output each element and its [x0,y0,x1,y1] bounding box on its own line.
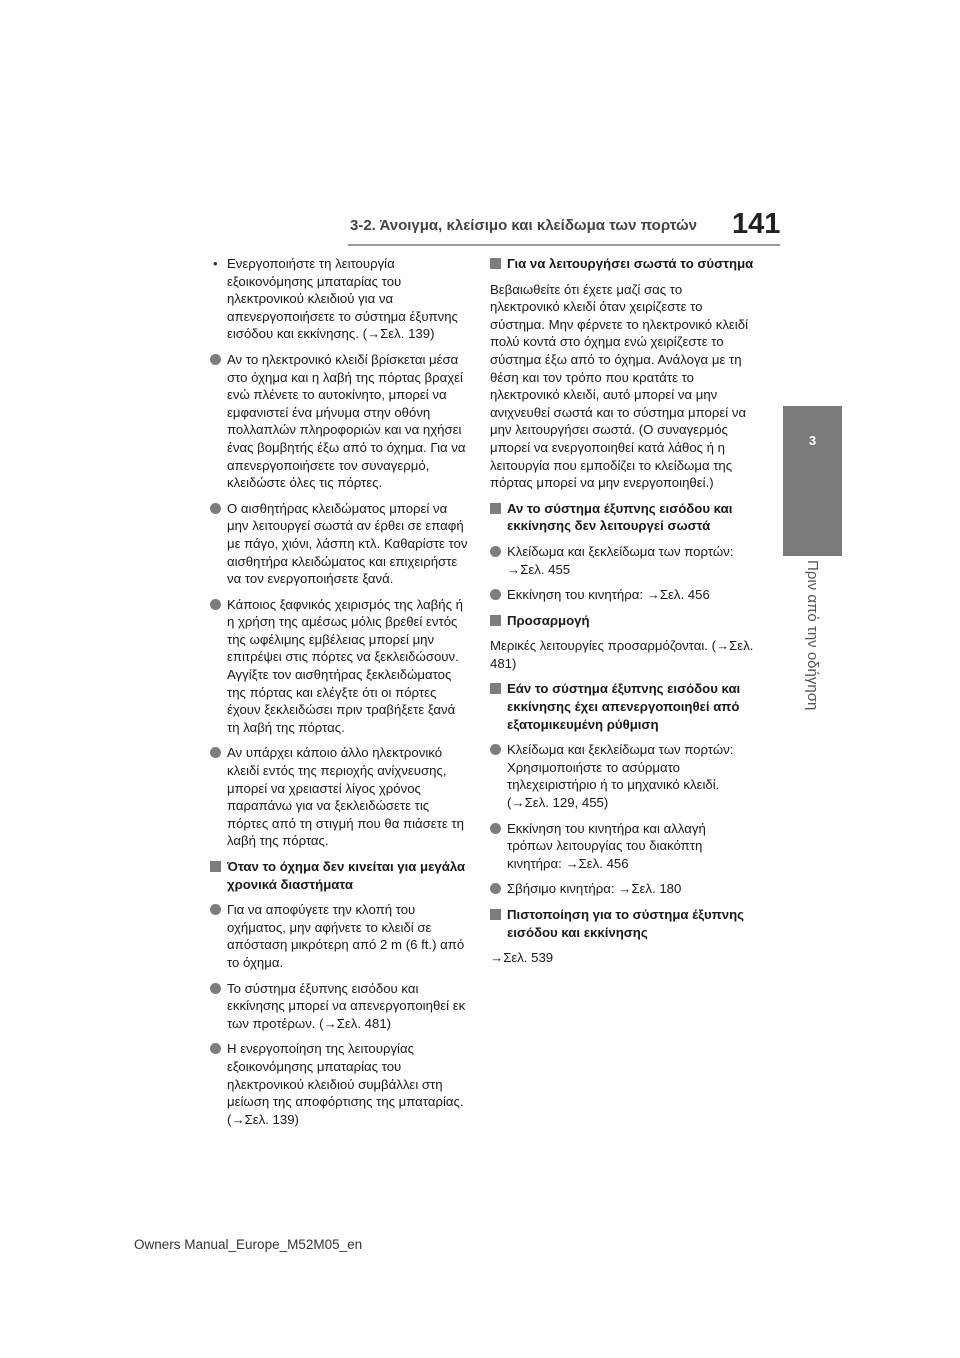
section-title: 3-2. Άνοιγμα, κλείσιμο και κλείδωμα των πορτών [350,217,697,234]
footer-text: Owners Manual_Europe_M52M05_en [134,1237,363,1252]
body-text: Κλείδωμα και ξεκλείδωμα των πορτών: →Σελ. 455 [507,543,734,577]
bullet-circle-icon [490,823,501,834]
body-text: Σβήσιμο κινητήρα: →Σελ. 180 [507,881,682,897]
list-item [210,351,470,492]
body-text: Για να αποφύγετε την κλοπή του οχήματος, μην αφήνετε το κλειδί σε απόσταση μικρότερη από 2 m (6 ft.) από το όχημα. [227,902,465,970]
square-bullet-icon [490,615,501,626]
body-text: Εκκίνηση του κινητήρα και αλλαγή τρόπων λειτουργίας του διακόπτη κινητήρα: →Σελ. 456 [507,820,706,871]
paragraph [490,281,755,492]
list-item [490,880,755,898]
bullet-circle-icon [210,904,221,915]
bullet-circle-icon [210,983,221,994]
list-item [490,741,755,811]
body-text: Εκκίνηση του κινητήρα: →Σελ. 456 [507,587,710,603]
body-text: Βεβαιωθείτε ότι έχετε μαζί σας το ηλεκτρονικό κλειδί όταν χειρίζεστε το σύστημα. Μην φέρνετε το ηλεκτρονικό κλειδί πολύ κοντά στο όχημα ενώ χειρίζεστε το σύστημα έξω από το όχημα. Ανάλογα με τη θέση και τον τρόπο που κρατάτε το ηλεκτρονικό κλειδί, αυτό μπορεί να μην ανιχνευθεί σωστά και το σύστημα μπορεί να μην λειτουργήσει σωστά. (Ο συναγερμός μπορεί να ενεργοποιηθεί κατά λάθος ή η λειτουργία που εμποδίζει το κλείδωμα της πόρτας μπορεί να μην ενεργοποιηθεί.) [490,281,749,491]
page-number: 141 [732,208,781,240]
body-text: Κάποιος ξαφνικός χειρισμός της λαβής ή η χρήση της αμέσως μόλις βρεθεί εντός της ωφέλιμης εμβέλειας μπορεί μην επιτρέψει στις πόρτες να ξεκλειδώσουν. Αγγίξτε τον αισθητήρας ξεκλειδώματος της πόρτας και ελέγξτε ότι οι πόρτες έχουν ξεκλειδώσει πριν τραβήξετε ξανά τη λαβή της πόρτας. [227,596,463,735]
bullet-circle-icon [490,546,501,557]
list-item [490,586,755,604]
list-item [210,901,470,971]
section-heading [210,858,470,893]
section-heading [490,500,755,535]
body-text: →Σελ. 539 [490,950,554,966]
body-text: Ο αισθητήρας κλειδώματος μπορεί να μην λειτουργεί σωστά αν έρθει σε επαφή με πάγο, χιόνι, λάσπη κτλ. Καθαρίστε τον αισθητήρα κλειδώματος και επιχειρήστε να τον ενεργοποιήσετε ξανά. [227,500,468,587]
bullet-circle-icon [490,589,501,600]
section-heading [490,612,755,630]
header-divider [348,244,780,246]
bullet-circle-icon [490,744,501,755]
heading-text: Όταν το όχημα δεν κινείται για μεγάλα χρονικά διαστήματα [227,859,466,892]
body-text: Κλείδωμα και ξεκλείδωμα των πορτών: Χρησιμοποιήστε το ασύρματο τηλεχειριστήριο ή το μηχανικό κλειδί. (→Σελ. 129, 455) [507,742,734,811]
list-item [490,820,755,873]
bullet-circle-icon [210,599,221,610]
body-text: Αν υπάρχει κάποιο άλλο ηλεκτρονικό κλειδί εντός της περιοχής ανίχνευσης, μπορεί να χρειαστεί λίγος χρόνος παραπάνω για να ξεκλειδώσετε τις πόρτες από τη στιγμή που θα πιάσετε τη λαβή της πόρτας. [227,745,464,849]
bullet-circle-icon [210,1043,221,1054]
bullet-circle-icon [210,747,221,758]
right-column [490,255,755,975]
heading-text: Για να λειτουργήσει σωστά το σύστημα [507,256,754,271]
chapter-number: 3 [808,433,817,448]
bullet-dot-icon: • [213,256,218,271]
list-item [210,500,470,588]
left-column [210,255,470,1136]
heading-text: Αν το σύστημα έξυπνης εισόδου και εκκίνησης δεν λειτουργεί σωστά [507,500,733,534]
paragraph [490,637,755,672]
list-item [210,744,470,850]
heading-text: Πιστοποίηση για το σύστημα έξυπνης εισόδου και εκκίνησης [507,907,745,940]
section-heading [490,906,755,941]
bullet-circle-icon [210,354,221,365]
paragraph [490,949,755,967]
section-heading [490,680,755,733]
bullet-circle-icon [210,503,221,514]
body-text: Αν το ηλεκτρονικό κλειδί βρίσκεται μέσα στο όχημα και η λαβή της πόρτας βραχεί ενώ πλένετε το αυτοκίνητο, μπορεί να εμφανιστεί ένα μήνυμα στην οθόνη πολλαπλών πληροφοριών και να ηχήσει ένας βομβητής έξω από το όχημα. Για να απενεργοποιήσετε τον συναγερμό, κλειδώστε όλες τις πόρτες. [227,351,466,491]
bullet-circle-icon [490,883,501,894]
list-item [210,596,470,737]
square-bullet-icon [490,683,501,694]
chapter-title: Πριν από την οδήγηση [804,560,821,711]
heading-text: Προσαρμογή [507,612,590,628]
section-heading [490,255,755,273]
body-text: Η ενεργοποίηση της λειτουργίας εξοικονόμησης μπαταρίας του ηλεκτρονικού κλειδιού συμβάλλει στη μείωση της αποφόρτισης της μπαταρίας. (→Σελ. 139) [227,1041,464,1127]
square-bullet-icon [490,503,501,514]
list-item [210,255,470,343]
list-item [210,1040,470,1128]
list-item [210,980,470,1033]
heading-text: Εάν το σύστημα έξυπνης εισόδου και εκκίνησης έχει απενεργοποιηθεί από εξατομικευμένη ρύθμιση [507,681,741,732]
chapter-tab[interactable] [783,406,842,556]
body-text: Το σύστημα έξυπνης εισόδου και εκκίνησης μπορεί να απενεργοποιηθεί εκ των προτέρων. (→Σελ. 481) [227,980,466,1031]
body-text: Ενεργοποιήστε τη λειτουργία εξοικονόμησης μπαταρίας του ηλεκτρονικού κλειδιού για να απενεργοποιήσετε το σύστημα έξυπνης εισόδου και εκκίνησης. (→Σελ. 139) [227,256,458,342]
list-item [490,543,755,578]
square-bullet-icon [490,909,501,920]
square-bullet-icon [490,258,501,269]
body-text: Μερικές λειτουργίες προσαρμόζονται. (→Σελ. 481) [490,638,754,671]
square-bullet-icon [210,861,221,872]
